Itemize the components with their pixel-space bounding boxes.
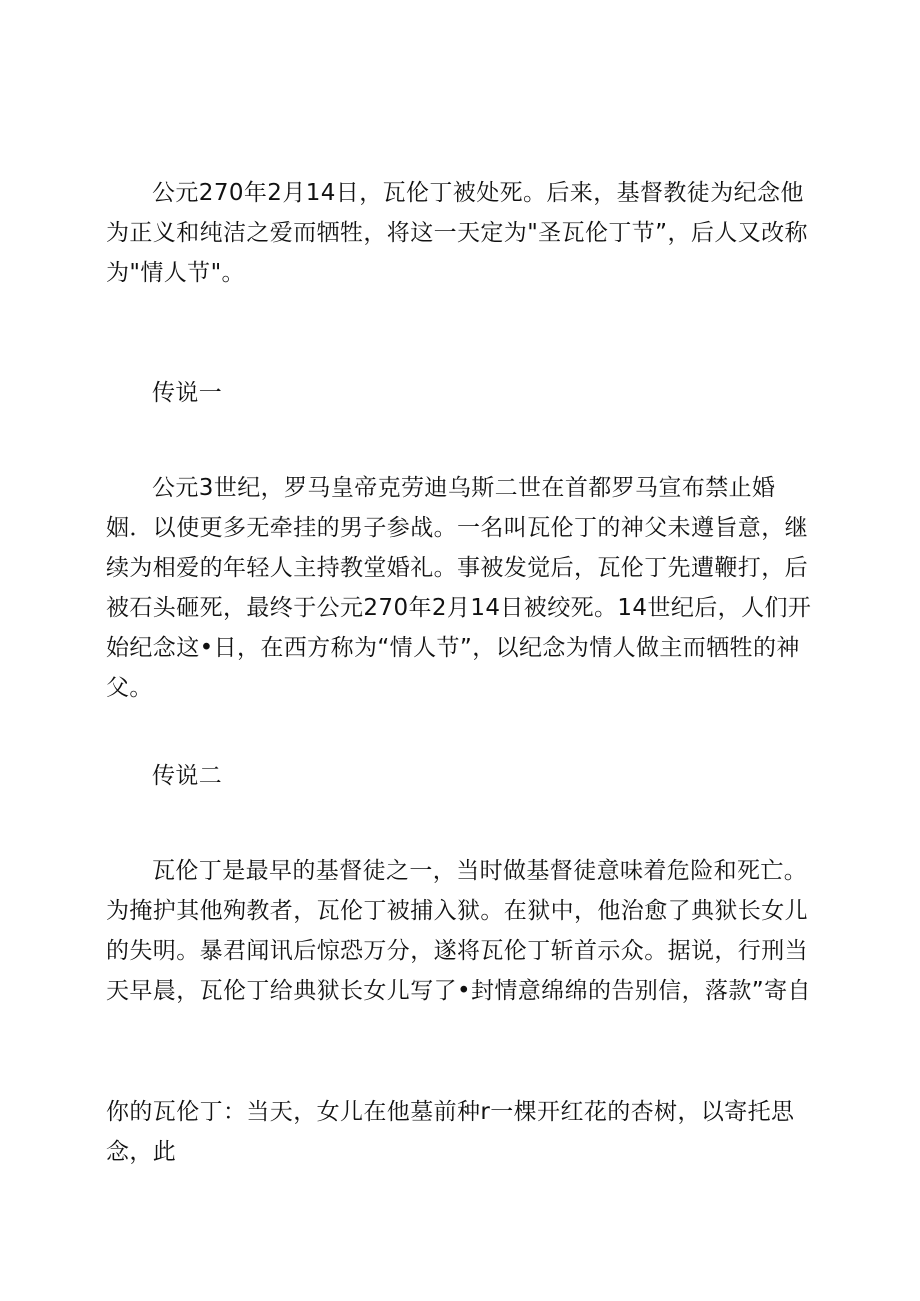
paragraph-legend-one: 公元3世纪，罗马皇帝克劳迪乌斯二世在首都罗马宣布禁止婚姻．以使更多无牵挂的男子参战。一名叫瓦伦丁的神父未遵旨意，继续为相爱的年轻人主持教堂婚礼。事被发觉后，瓦伦丁先遭鞭打，后被石头砸死，最终于公元270年2月14日被绞死。14世纪后，人们开始纪念这•日，在西方称为“情人节”，以纪念为情人做主而牺牲的神父。 — [106, 475, 812, 701]
paragraph-legend-two: 瓦伦丁是最早的基督徒之一，当时做基督徒意味着危险和死亡。为掩护其他殉教者，瓦伦丁被捕入狱。在狱中，他治愈了典狱长女儿的失明。暴君闻讯后惊恐万分，遂将瓦伦丁斩首示众。据说，行刑当天早晨，瓦伦丁给典狱长女儿写了•封情意绵绵的告别信，落款”寄自 — [106, 858, 811, 1004]
paragraph-continuation: 你的瓦伦丁：当天，女儿在他墓前种r一棵开红花的杏树，以寄托思念，此 — [106, 1099, 795, 1165]
heading-legend-one: 传说一 — [152, 380, 223, 406]
heading-legend-two: 传说二 — [152, 763, 223, 789]
paragraph-intro: 公元270年2月14日，瓦伦丁被处死。后来，基督教徒为纪念他为正义和纯洁之爱而牺牲，将这一天定为"圣瓦伦丁节”，后人又改称为"情人节"。 — [106, 180, 808, 286]
